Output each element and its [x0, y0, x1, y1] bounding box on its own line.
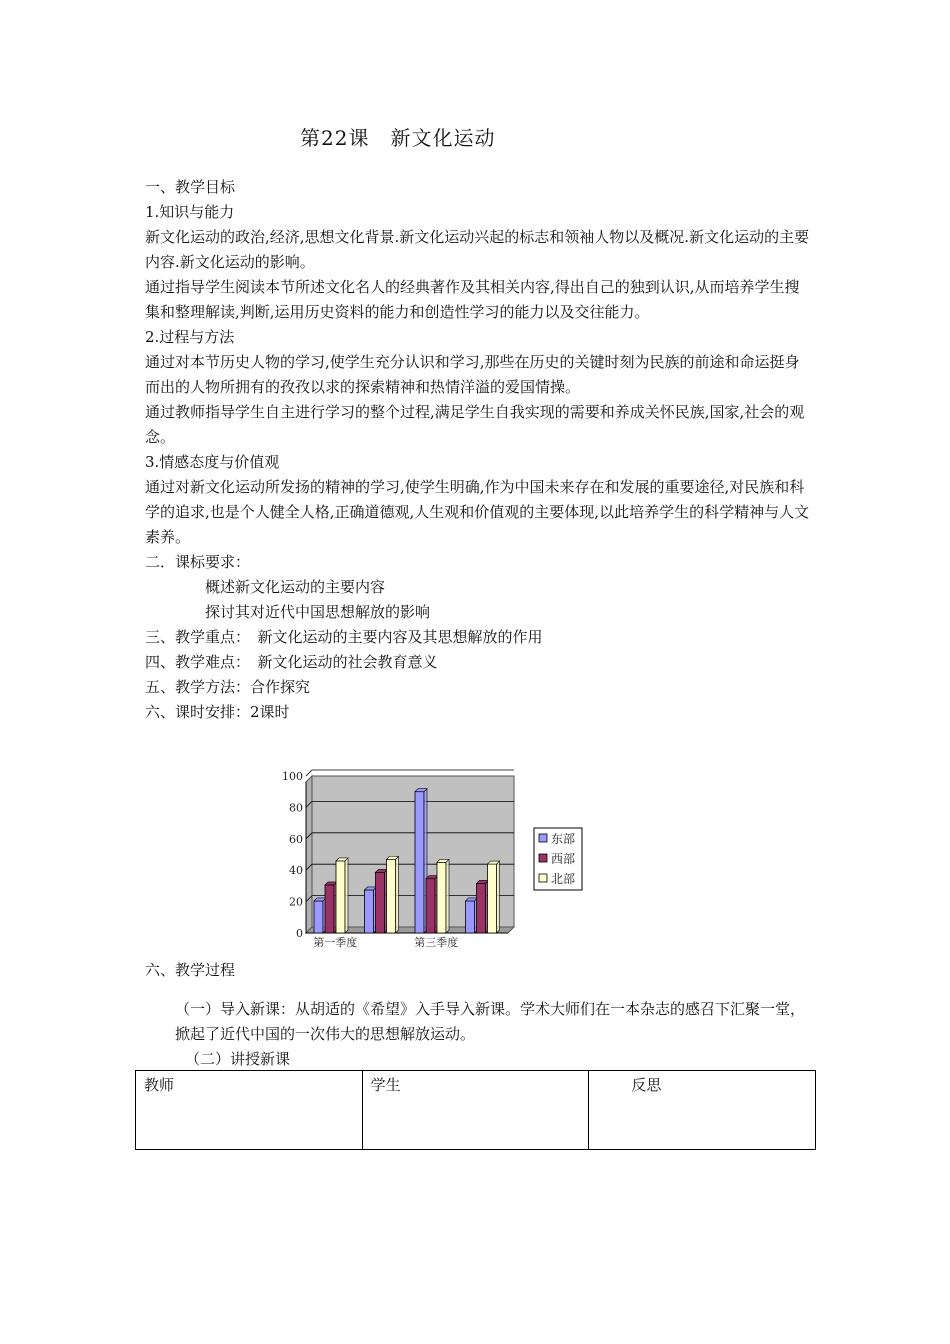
bar-西部-4 [477, 883, 486, 933]
table-cell-student: 学生 [362, 1071, 589, 1150]
y-tick-label: 20 [289, 895, 303, 909]
y-tick-label: 40 [289, 864, 303, 878]
section-heading-objectives: 一、教学目标 [145, 178, 236, 196]
paragraph-intro: （一）导入新课：从胡适的《希望》入手导入新课。学术大师们在一本杂志的感召下汇聚一堂，掀起了近代中国的一次伟大的思想解放运动。 [175, 1000, 806, 1043]
x-tick-label: 第三季度 [414, 936, 459, 949]
legend-label: 西部 [551, 852, 576, 866]
document-body [145, 175, 813, 725]
process-section [145, 958, 813, 1072]
legend-swatch [539, 834, 547, 842]
legend-label: 东部 [551, 832, 576, 846]
subheading-new-lesson: （二）讲授新课 [185, 1050, 291, 1068]
y-tick-label: 80 [289, 801, 303, 815]
y-tick-label: 100 [282, 770, 303, 783]
legend-label: 北部 [551, 872, 576, 886]
chart-side-wall [306, 776, 312, 933]
subheading-emotion: 3.情感态度与价值观 [145, 453, 280, 471]
lesson-table [135, 1070, 816, 1150]
standard-item: 探讨其对近代中国思想解放的影响 [205, 603, 431, 621]
y-tick-label: 0 [296, 927, 303, 940]
table-row [136, 1071, 816, 1150]
table-cell-reflection: 反思 [589, 1071, 816, 1150]
paragraph: 通过教师指导学生自主进行学习的整个过程,满足学生自我实现的需要和养成关怀民族,国家,社会的观念。 [145, 403, 805, 446]
section-method: 五、教学方法：合作探究 [145, 678, 311, 696]
section-heading-standards: 二．课标要求： [145, 553, 251, 571]
x-tick-label: 第一季度 [313, 936, 358, 949]
bar-东部-3 [415, 792, 424, 933]
bar-北部-1 [336, 861, 345, 933]
bar-西部-2 [376, 872, 385, 933]
chart-gridline-diag [306, 770, 312, 776]
y-tick-label: 60 [289, 832, 303, 846]
bar-东部-4 [466, 901, 475, 933]
bar-side [497, 861, 500, 933]
bar-东部-1 [314, 901, 323, 933]
bar-东部-2 [365, 890, 374, 933]
section-heading-process: 六、教学过程 [145, 961, 236, 979]
bar-北部-2 [387, 859, 396, 933]
table-cell-teacher: 教师 [136, 1071, 363, 1150]
bar-西部-3 [426, 879, 435, 933]
bar-side [446, 859, 449, 933]
standard-item: 概述新文化运动的主要内容 [205, 578, 386, 596]
bar-side [345, 858, 348, 933]
bar-chart [280, 768, 600, 953]
bar-北部-3 [437, 862, 446, 933]
legend-swatch [539, 874, 547, 882]
paragraph: 通过对新文化运动所发扬的精神的学习,使学生明确,作为中国未来存在和发展的重要途径,对民族和科学的追求,也是个人健全人格,正确道德观,人生观和价值观的主要体现,以此培养学生的科学精神与人文素养。 [145, 478, 810, 546]
section-difficulties: 四、教学难点： 新文化运动的社会教育意义 [145, 653, 438, 671]
paragraph: 新文化运动的政治,经济,思想文化背景.新文化运动兴起的标志和领袖人物以及概况.新文化运动的主要内容.新文化运动的影响。 [145, 228, 810, 271]
section-schedule: 六、课时安排：2课时 [145, 703, 290, 721]
lesson-title: 第22课 新文化运动 [300, 126, 496, 150]
section-key-points: 三、教学重点： 新文化运动的主要内容及其思想解放的作用 [145, 628, 543, 646]
bar-西部-1 [325, 885, 334, 933]
paragraph: 通过对本节历史人物的学习,使学生充分认识和学习,那些在历史的关键时刻为民族的前途和命运挺身而出的人物所拥有的孜孜以求的探索精神和热情洋溢的爱国情操。 [145, 353, 800, 396]
subheading-knowledge: 1.知识与能力 [145, 203, 235, 221]
legend-swatch [539, 854, 547, 862]
bar-chart-svg [280, 768, 600, 953]
subheading-process: 2.过程与方法 [145, 328, 235, 346]
bar-北部-4 [488, 864, 497, 933]
paragraph: 通过指导学生阅读本节所述文化名人的经典著作及其相关内容,得出自己的独到认识,从而培养学生搜集和整理解读,判断,运用历史资料的能力和创造性学习的能力以及交往能力。 [145, 278, 800, 321]
bar-side [396, 856, 399, 933]
